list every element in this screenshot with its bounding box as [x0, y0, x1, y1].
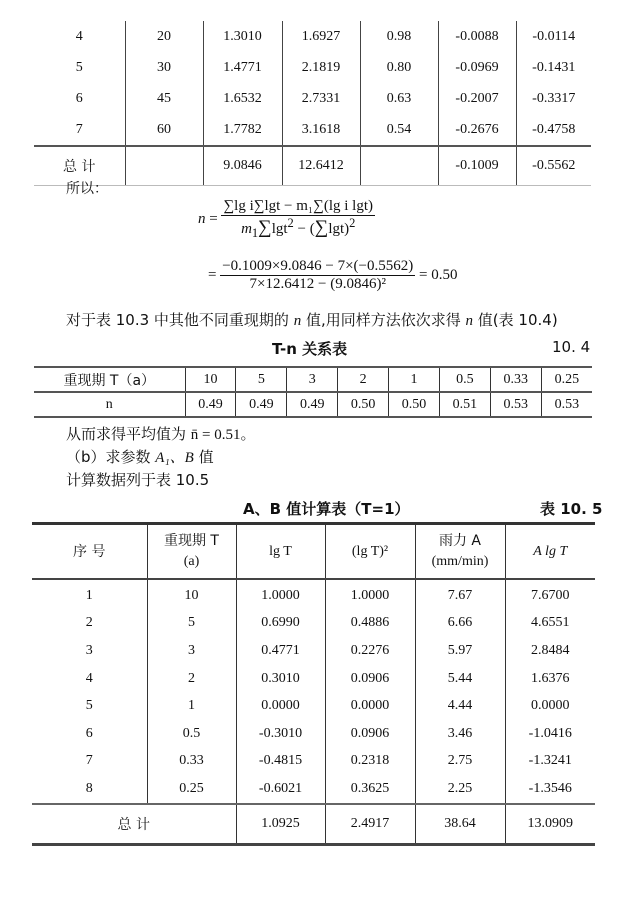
header-rain-label: 雨力 A: [438, 533, 482, 549]
table-cell: 0.33: [147, 748, 236, 776]
formula-numeric: = $\frac{-0.1009\times 9.0846 - 7\times(-0.5562)}{\text{7×12.6412 − (9.0846)²}}$ = 0.50: [208, 258, 458, 292]
period-cell: 5: [236, 367, 287, 392]
table-cell: -1.3546: [505, 775, 595, 804]
table-cell: 1: [85, 587, 93, 603]
total-cell: 38.64: [415, 804, 505, 845]
table-cell: 1: [147, 692, 236, 720]
total-cell: [360, 146, 438, 186]
table-row: [32, 775, 595, 804]
calc-text: 计算数据列于表 10.5: [66, 471, 210, 489]
row-header-period: 重现期 T（a）: [34, 367, 185, 392]
table-cell: 5: [75, 59, 83, 75]
period-cell: 0.33: [490, 367, 541, 392]
table-row: [32, 579, 595, 610]
para-text: 值,用同样方法依次求得: [301, 311, 466, 329]
table-cell: -0.4758: [516, 114, 591, 146]
table-cell: 0.2318: [325, 748, 415, 776]
table-cell: 0.0906: [325, 720, 415, 748]
header-index: 序 号: [32, 524, 147, 580]
n-value-cell: 0.49: [287, 392, 338, 417]
table-row: [32, 720, 595, 748]
table-10-4-number: 10. 4: [552, 338, 591, 356]
table-cell: 6: [85, 725, 93, 741]
total-cell: 9.0846: [203, 146, 282, 186]
table-cell: 7.67: [415, 579, 505, 610]
table-cell: 0.63: [360, 83, 438, 114]
table-cell: 7: [75, 121, 83, 137]
average-text: [66, 423, 256, 444]
table-cell: 4.44: [415, 692, 505, 720]
avg-label: 从而求得平均值为: [66, 425, 191, 443]
table-10-5-caption: A、B 值计算表（T=1）: [243, 500, 410, 518]
header-rain-force: [415, 524, 505, 580]
period-cell: 0.5: [439, 367, 490, 392]
header-lgT-squared: (lg T)²: [325, 524, 415, 580]
table-cell: 4: [75, 28, 83, 44]
table-cell: 5: [147, 610, 236, 638]
total-cell: 13.0909: [505, 804, 595, 845]
total-cell: 总 计: [34, 146, 125, 186]
total-cell: -0.1009: [438, 146, 516, 186]
table-cell: -1.0416: [505, 720, 595, 748]
table-row: [34, 83, 591, 114]
avg-end: 。: [240, 425, 256, 443]
table-cell: 1.7782: [203, 114, 282, 146]
table-cell: 0.0000: [505, 692, 595, 720]
table-cell: 6: [75, 90, 83, 106]
therefore-text: 所以：: [66, 181, 108, 197]
table-cell: 3: [85, 642, 93, 658]
table-cell: 1.6927: [282, 21, 360, 52]
period-cell: 3: [287, 367, 338, 392]
table-cell: 0.5: [147, 720, 236, 748]
table-cell: -0.1431: [516, 52, 591, 83]
step-b-end: 值: [193, 448, 214, 466]
step-b-text: [66, 446, 214, 467]
table-cell: 5.44: [415, 665, 505, 693]
table-cell: 2.75: [415, 748, 505, 776]
total-row: [34, 146, 591, 186]
n-symbol: n: [293, 313, 302, 329]
table-cell: 2.1819: [282, 52, 360, 83]
table-cell: 0.54: [360, 114, 438, 146]
table-row: [34, 21, 591, 52]
table-cell: -0.3317: [516, 83, 591, 114]
table-cell: 45: [125, 83, 203, 114]
formula-result: = 0.50: [419, 266, 458, 283]
table-cell: 10: [147, 579, 236, 610]
step-b-vars: A₁、B: [155, 450, 194, 466]
table-row: [32, 692, 595, 720]
period-cell: 2: [338, 367, 389, 392]
formula-general: n = $\frac{\text{∑lg i∑lgt − m₁∑(lg i lgt)}}{m_1\sum\lg t^2 - (\sum\lg t)^2}$: [198, 198, 373, 240]
table-row: [32, 748, 595, 776]
table-cell: 0.3010: [236, 665, 325, 693]
table-10-5-number: 表 10. 5: [540, 500, 603, 518]
table-cell: 2.7331: [282, 83, 360, 114]
period-cell: 1: [389, 367, 440, 392]
table-cell: 1.4771: [203, 52, 282, 83]
table-cell: 7: [85, 753, 93, 769]
table-cell: 0.98: [360, 21, 438, 52]
para-text: 值(表 10.4): [473, 311, 558, 329]
table-cell: 3.1618: [282, 114, 360, 146]
header-AlgT: A lg T: [505, 524, 595, 580]
table-row: [32, 637, 595, 665]
header-period-unit: (a): [183, 554, 200, 569]
table-row: [34, 114, 591, 146]
table-cell: 4: [85, 670, 93, 686]
table-cell: 20: [125, 21, 203, 52]
n-value-cell: 0.51: [439, 392, 490, 417]
header-lgT: lg T: [236, 524, 325, 580]
header-period: [147, 524, 236, 580]
step-b-label: （b）求参数: [66, 448, 156, 466]
table-cell: -0.6021: [236, 775, 325, 804]
header-period-label: 重现期 T: [163, 533, 219, 549]
table-row: [32, 665, 595, 693]
table-cell: 0.3625: [325, 775, 415, 804]
total-cell: -0.5562: [516, 146, 591, 186]
table-cell: 0.80: [360, 52, 438, 83]
period-cell: 0.25: [541, 367, 592, 392]
table-cell: 0.2276: [325, 637, 415, 665]
period-cell: 10: [185, 367, 236, 392]
t-n-table: [34, 366, 592, 418]
table-cell: 1.3010: [203, 21, 282, 52]
table-cell: 0.4886: [325, 610, 415, 638]
table-cell: -0.2007: [438, 83, 516, 114]
row-header-n: n: [105, 396, 113, 412]
total-row: [32, 804, 595, 845]
table-cell: 7.6700: [505, 579, 595, 610]
table-cell: 30: [125, 52, 203, 83]
formula-numeric-denominator: 7×12.6412 − (9.0846)²: [249, 276, 386, 292]
table-10-4-caption: T-n 关系表: [272, 340, 348, 358]
table-cell: 0.0000: [236, 692, 325, 720]
table-cell: 2: [147, 665, 236, 693]
table-cell: 4.6551: [505, 610, 595, 638]
table-row: [32, 610, 595, 638]
avg-value: n̄ = 0.51: [190, 427, 241, 443]
table-cell: 1.6532: [203, 83, 282, 114]
n-value-cell: 0.53: [541, 392, 592, 417]
table-cell: -0.0114: [516, 21, 591, 52]
formula-general-numerator: ∑lg i∑lgt − m₁∑(lg i lgt): [223, 198, 373, 214]
formula-numeric-numerator: −0.1009×9.0846 − 7×(−0.5562): [222, 258, 414, 274]
a-b-table: [32, 522, 595, 846]
table-cell: -0.2676: [438, 114, 516, 146]
n-value-cell: 0.50: [338, 392, 389, 417]
table-cell: 2: [85, 615, 93, 631]
total-cell: 1.0925: [236, 804, 325, 845]
table-cell: 1.0000: [236, 579, 325, 610]
table-cell: 6.66: [415, 610, 505, 638]
table-cell: -0.3010: [236, 720, 325, 748]
table-row: [34, 52, 591, 83]
total-cell: 12.6412: [282, 146, 360, 186]
n-value-cell: 0.49: [236, 392, 287, 417]
table-cell: 0.25: [147, 775, 236, 804]
table-cell: -0.0088: [438, 21, 516, 52]
paragraph-table-10-4: [66, 309, 558, 330]
table-cell: 2.8484: [505, 637, 595, 665]
table-cell: 3: [147, 637, 236, 665]
table-cell: -0.0969: [438, 52, 516, 83]
header-rain-unit: (mm/min): [431, 554, 489, 569]
total-cell: 2.4917: [325, 804, 415, 845]
n-value-cell: 0.49: [185, 392, 236, 417]
table-cell: 0.6990: [236, 610, 325, 638]
total-cell: [125, 146, 203, 186]
table-cell: -1.3241: [505, 748, 595, 776]
table-cell: 0.0906: [325, 665, 415, 693]
total-cell: 总 计: [32, 804, 236, 845]
table-cell: -0.4815: [236, 748, 325, 776]
n-value-cell: 0.50: [389, 392, 440, 417]
table-cell: 60: [125, 114, 203, 146]
table-cell: 1.0000: [325, 579, 415, 610]
para-text: 对于表 10.3 中其他不同重现期的: [66, 311, 294, 329]
table-cell: 3.46: [415, 720, 505, 748]
n-symbol: n: [465, 313, 474, 329]
n-value-cell: 0.53: [490, 392, 541, 417]
table-cell: 8: [85, 780, 93, 796]
table-cell: 5: [85, 698, 93, 714]
previous-table: [34, 21, 591, 186]
table-cell: 5.97: [415, 637, 505, 665]
table-cell: 0.0000: [325, 692, 415, 720]
table-cell: 0.4771: [236, 637, 325, 665]
table-cell: 1.6376: [505, 665, 595, 693]
table-cell: 2.25: [415, 775, 505, 804]
